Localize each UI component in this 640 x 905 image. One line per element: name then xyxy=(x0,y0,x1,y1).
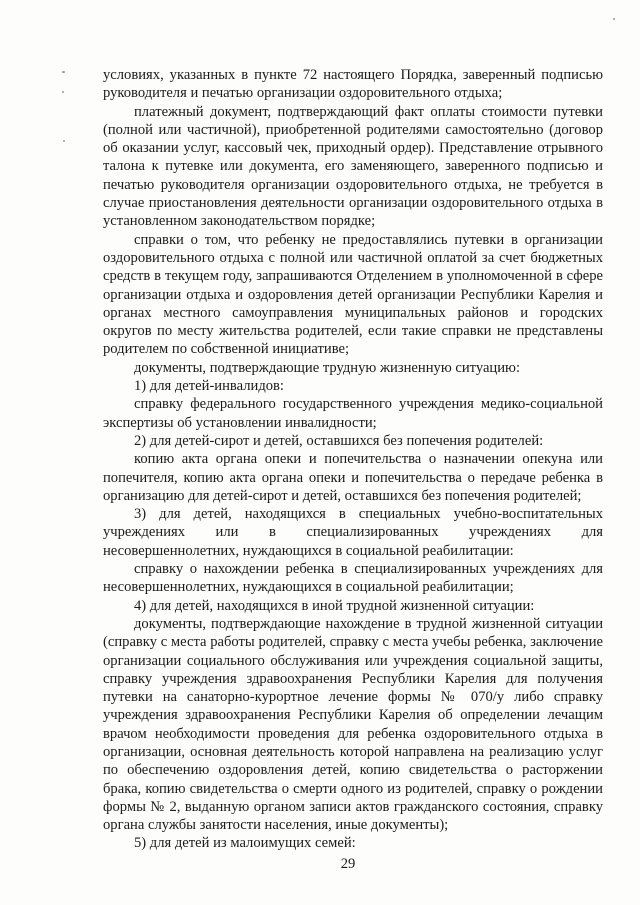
document-body xyxy=(103,66,603,853)
list-item-2-text: копию акта органа опеки и попечительства о назначении опекуна или попечителя, копию акта органа опеки и попечительства о передаче ребенка в организацию для детей-сирот и детей, оставшихся без попечения родителей; xyxy=(103,451,603,504)
scan-speck xyxy=(613,18,615,20)
page-number: 29 xyxy=(340,856,356,872)
paragraph-continuation: условиях, указанных в пункте 72 настоящего Порядка, заверенный подписью руководителя и печатью организации оздоровительного отдыха; xyxy=(103,67,603,102)
list-item-1-text: справку федерального государственного учреждения медико-социальной экспертизы об установлении инвалидности; xyxy=(103,396,603,431)
paragraph-payment-document: платежный документ, подтверждающий факт оплаты стоимости путевки (полной или частичной), приобретенной родителями самостоятельно (договор об оказании услуг, кассовый чек, приходный ордер). Представление отрывного талона к путевке или документа, его заменяющего, заверенного подписью и печатью руководителя организации оздоровительного отдыха, не требуется в случае приостановления деятельности организации оздоровительного отдыха в установленном законодательством порядке; xyxy=(103,103,603,230)
list-item-3-heading: 3) для детей, находящихся в специальных учебно-воспитательных учреждениях или в специализированных учреждениях для несовершеннолетних, нуждающихся в социальной реабилитации: xyxy=(103,506,603,559)
list-item-3-text: справку о нахождении ребенка в специализированных учреждениях для несовершеннолетних, нуждающихся в социальной реабилитации; xyxy=(103,561,603,596)
paragraph-certificates: справки о том, что ребенку не предоставлялись путевки в организации оздоровительного отдыха с полной или частичной оплатой за счет бюджетных средств в текущем году, запрашиваются Отделением в уполномоченной в сфере организации отдыха и оздоровления детей организации Республики Карелия и органах местного самоуправления муниципальных районов и городских округов по месту жительства родителей, если такие справки не представлены родителем по собственной инициативе; xyxy=(103,231,603,358)
scan-speck xyxy=(62,71,65,73)
list-item-4-heading: 4) для детей, находящихся в иной трудной жизненной ситуации: xyxy=(134,597,535,614)
list-item-2-heading: 2) для детей-сирот и детей, оставшихся без попечения родителей: xyxy=(134,432,544,449)
paragraph-hardship-documents: документы, подтверждающие трудную жизненную ситуацию: xyxy=(134,359,521,376)
list-item-4-text: документы, подтверждающие нахождение в трудной жизненной ситуации (справку с места работы родителей, справку с места учебы ребенка, заключение организации социального обслуживания или учреждения социальной защиты, справку учреждения здравоохранения Республики Карелия для получения путевки на санаторно-курортное лечение формы № 070/у либо справку учреждения здравоохранения Республики Карелия об определении лечащим врачом необходимости проведения для ребенка оздоровительного отдыха в организации, основная деятельность которой направлена на реализацию услуг по обеспечению оздоровления детей, копию свидетельства о расторжении брака, копию свидетельства о смерти одного из родителей, справку о рождении формы № 2, выданную органом записи актов гражданского состояния, справку органа службы занятости населения, иные документы); xyxy=(103,615,603,834)
scan-speck xyxy=(63,140,65,142)
list-item-1-heading: 1) для детей-инвалидов: xyxy=(134,378,284,395)
scan-speck xyxy=(62,91,64,93)
list-item-5-heading: 5) для детей из малоимущих семей: xyxy=(134,835,356,852)
